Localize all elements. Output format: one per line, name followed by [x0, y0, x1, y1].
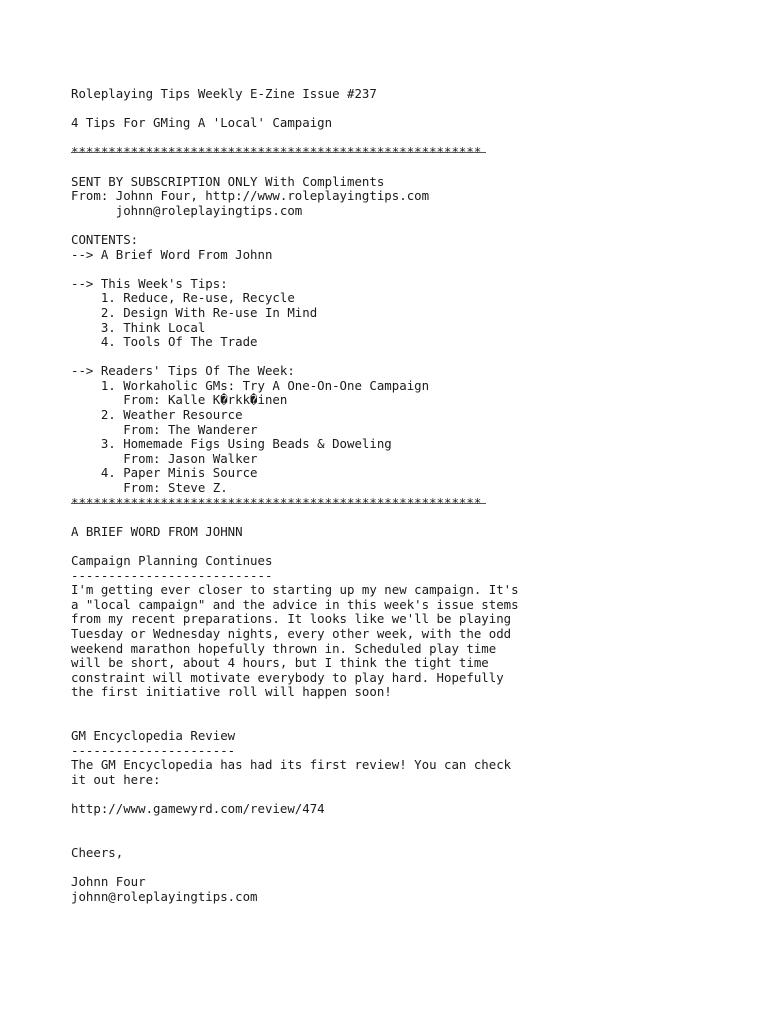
section-body-line: constraint will motivate everybody to play hard. Hopefully [71, 669, 504, 685]
blank-line [71, 860, 751, 875]
blank-line [71, 817, 751, 832]
from-line: From: Johnn Four, http://www.roleplayingtips.com [71, 188, 430, 204]
signoff-email[interactable]: johnn@roleplayingtips.com [71, 888, 258, 904]
section-body-line: will be short, about 4 hours, but I think the tight time [71, 655, 489, 671]
subscription-note: SENT BY SUBSCRIPTION ONLY With Compliments [71, 173, 385, 189]
section-body-line: the first initiative roll will happen soon! [71, 684, 392, 700]
blank-line [71, 510, 751, 525]
divider-stars: ******************************************************* [71, 144, 482, 160]
blank-line [71, 350, 751, 365]
ezine-document [71, 87, 751, 904]
section-underline: --------------------------- [71, 567, 273, 583]
contents-readers-tip: 2. Weather Resource [71, 407, 243, 423]
contents-readers-tip-author: From: Steve Z. [71, 480, 228, 496]
blank-line [71, 539, 751, 554]
contents-weeks-tip: 1. Reduce, Re-use, Recycle [71, 290, 295, 306]
section-body-line: I'm getting ever closer to starting up my new campaign. It's [71, 582, 519, 598]
contents-readers-tip-author: From: Kalle K�rkk�inen [71, 392, 288, 408]
section-body-line: Tuesday or Wednesday nights, every other week, with the odd [71, 625, 512, 641]
blank-line [71, 831, 751, 846]
issue-subtitle: 4 Tips For GMing A 'Local' Campaign [71, 115, 333, 131]
brief-word-heading: A BRIEF WORD FROM JOHNN [71, 523, 243, 539]
from-email: johnn@roleplayingtips.com [71, 202, 303, 218]
blank-line [71, 700, 751, 715]
section-body-line: it out here: [71, 771, 161, 787]
contents-weeks-tip: 2. Design With Re-use In Mind [71, 304, 318, 320]
blank-line [71, 102, 751, 117]
contents-readers-tip: 1. Workaholic GMs: Try A One-On-One Campaign [71, 377, 430, 393]
contents-brief-word: --> A Brief Word From Johnn [71, 246, 273, 262]
issue-title: Roleplaying Tips Weekly E-Zine Issue #237 [71, 86, 377, 101]
blank-line [71, 218, 751, 233]
blank-line [71, 131, 751, 146]
contents-readers-tip-author: From: The Wanderer [71, 421, 258, 437]
blank-line [71, 715, 751, 730]
contents-readers-tip: 3. Homemade Figs Using Beads & Doweling [71, 436, 392, 452]
contents-heading: CONTENTS: [71, 231, 139, 247]
contents-readers-tip-author: From: Jason Walker [71, 450, 258, 466]
section-underline: ---------------------- [71, 742, 236, 758]
section-title-campaign-planning: Campaign Planning Continues [71, 553, 273, 568]
review-link[interactable]: http://www.gamewyrd.com/review/474 [71, 801, 325, 817]
signoff-name: Johnn Four [71, 874, 146, 890]
section-body-line: a "local campaign" and the advice in this week's issue stems [71, 596, 519, 612]
section-body-line: The GM Encyclopedia has had its first review! You can check [71, 757, 512, 773]
blank-line [71, 788, 751, 803]
blank-line [71, 160, 751, 175]
section-body-line: weekend marathon hopefully thrown in. Scheduled play time [71, 640, 497, 656]
contents-weeks-tips-heading: --> This Week's Tips: [71, 275, 228, 291]
section-title-gm-encyclopedia: GM Encyclopedia Review [71, 728, 236, 744]
blank-line [71, 262, 751, 277]
contents-weeks-tip: 3. Think Local [71, 319, 206, 335]
section-body-line: from my recent preparations. It looks like we'll be playing [71, 611, 512, 627]
contents-readers-tip: 4. Paper Minis Source [71, 465, 258, 481]
signoff-cheers: Cheers, [71, 844, 124, 860]
contents-readers-tips-heading: --> Readers' Tips Of The Week: [71, 363, 295, 379]
divider-stars: ******************************************************* [71, 494, 482, 510]
contents-weeks-tip: 4. Tools Of The Trade [71, 334, 258, 350]
